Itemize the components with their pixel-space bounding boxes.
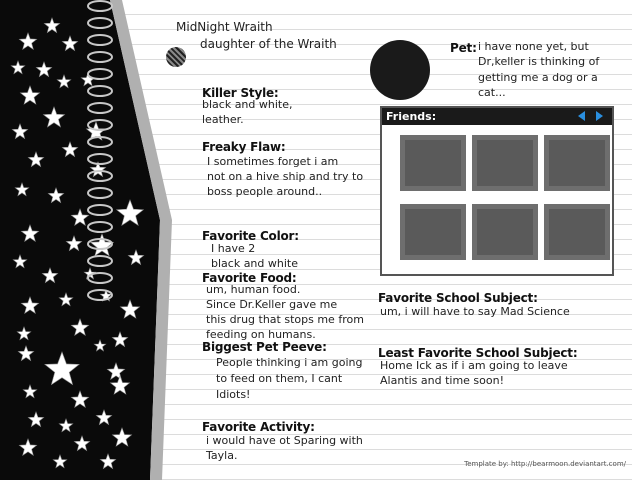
biggest-pet-peeve-line-1: People thinking i am going <box>216 356 363 369</box>
freaky-flaw-line-1: I sometimes forget i am <box>207 155 339 168</box>
pet-label: Pet: <box>450 41 477 55</box>
freaky-flaw-line-3: boss people around.. <box>207 185 323 198</box>
favorite-food-line-4: feeding on humans. <box>206 328 316 341</box>
template-credit: Template by: http://bearmoon.deviantart.com/ <box>464 460 626 468</box>
friend-slot-4[interactable] <box>400 204 466 260</box>
ring-icon <box>88 35 112 45</box>
ring-icon <box>88 18 112 28</box>
biggest-pet-peeve-line-2: to feed on them, I cant <box>216 372 343 385</box>
ring-icon <box>88 171 112 181</box>
pet-line-1: i have none yet, but <box>478 40 589 53</box>
ring-icon <box>88 86 112 96</box>
ring-icon <box>88 1 112 11</box>
favorite-color-line-1: I have 2 <box>211 242 256 255</box>
biggest-pet-peeve-label: Biggest Pet Peeve: <box>202 340 327 354</box>
friends-title: Friends: <box>386 110 437 123</box>
profile-subtitle: daughter of the Wraith <box>200 37 337 51</box>
killer-style-line-1: black and white, <box>202 98 293 111</box>
friend-slot-2[interactable] <box>472 135 538 191</box>
friend-slot-5[interactable] <box>472 204 538 260</box>
ring-icon <box>88 290 112 300</box>
pet-line-3: getting me a dog or a <box>478 71 598 84</box>
favorite-food-line-2: Since Dr.Keller gave me <box>206 298 338 311</box>
ring-icon <box>88 188 112 198</box>
avatar-small <box>166 47 186 67</box>
favorite-activity-label: Favorite Activity: <box>202 420 315 434</box>
favorite-food-line-3: this drug that stops me from <box>206 313 364 326</box>
favorite-color-label: Favorite Color: <box>202 229 299 243</box>
ring-icon <box>88 222 112 232</box>
favorite-school-subject-label: Favorite School Subject: <box>378 291 538 305</box>
favorite-activity-line-2: Tayla. <box>206 449 238 462</box>
pet-line-4: cat... <box>478 86 506 99</box>
ring-icon <box>88 52 112 62</box>
favorite-food-line-1: um, human food. <box>206 283 301 296</box>
profile-name: MidNight Wraith <box>176 20 273 34</box>
pet-line-2: Dr,keller is thinking of <box>478 55 600 68</box>
favorite-color-line-2: black and white <box>211 257 298 270</box>
freaky-flaw-label: Freaky Flaw: <box>202 140 286 154</box>
favorite-school-subject-line-1: um, i will have to say Mad Science <box>380 305 570 318</box>
least-favorite-school-subject-line-1: Home Ick as if i am going to leave <box>380 359 568 372</box>
arrow-right-icon[interactable] <box>596 111 603 121</box>
ring-icon <box>88 239 112 249</box>
friend-slot-1[interactable] <box>400 135 466 191</box>
ring-icon <box>88 154 112 164</box>
ring-icon <box>88 273 112 283</box>
killer-style-line-2: leather. <box>202 113 244 126</box>
friend-slot-3[interactable] <box>544 135 610 191</box>
freaky-flaw-line-2: not on a hive ship and try to <box>207 170 364 183</box>
ring-icon <box>88 205 112 215</box>
ring-icon <box>88 103 112 113</box>
friends-header <box>382 108 612 125</box>
least-favorite-school-subject-label: Least Favorite School Subject: <box>378 346 578 360</box>
favorite-activity-line-1: i would have ot Sparing with <box>206 434 363 447</box>
favorite-food-label: Favorite Food: <box>202 271 297 285</box>
ring-icon <box>88 137 112 147</box>
ring-icon <box>88 256 112 266</box>
friends-panel <box>380 106 614 276</box>
least-favorite-school-subject-line-2: Alantis and time soon! <box>380 374 505 387</box>
friend-slot-6[interactable] <box>544 204 610 260</box>
biggest-pet-peeve-line-3: Idiots! <box>216 388 251 401</box>
ring-icon <box>88 69 112 79</box>
spiral-binding <box>78 0 118 480</box>
killer-style-label: Killer Style: <box>202 86 279 100</box>
arrow-left-icon[interactable] <box>578 111 585 121</box>
ring-icon <box>88 120 112 130</box>
pet-avatar <box>370 40 430 100</box>
